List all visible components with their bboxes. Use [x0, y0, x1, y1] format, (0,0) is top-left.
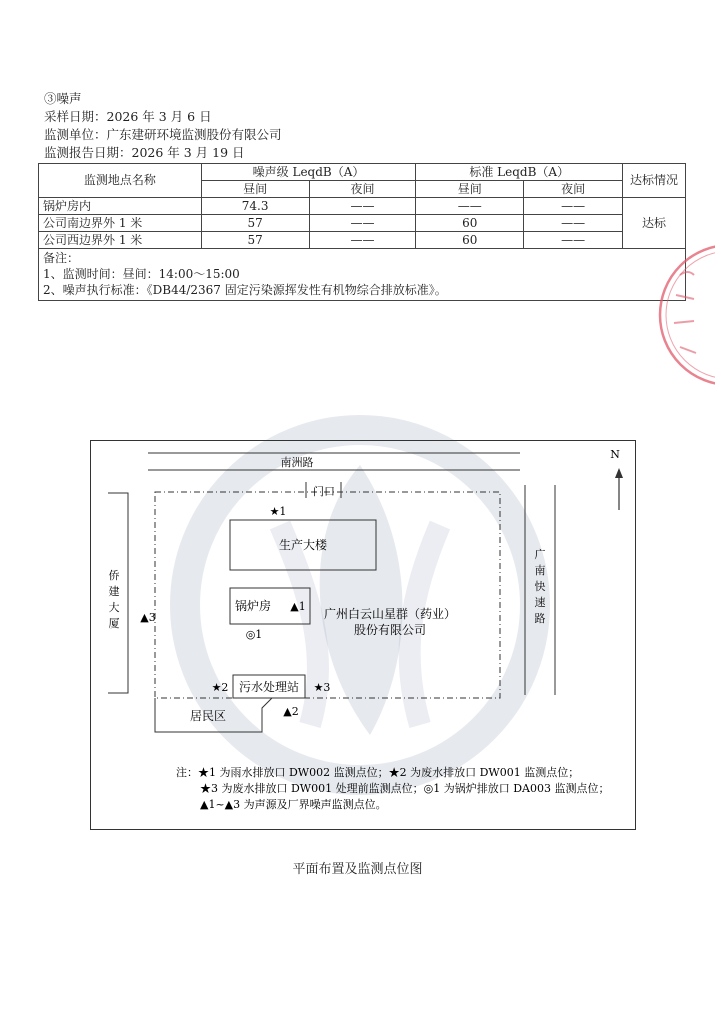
north-arrowhead-icon: [615, 468, 623, 478]
site-plan-diagram: [90, 440, 636, 830]
road-east-char: 南: [534, 564, 546, 577]
header-location: 监测地点名称: [39, 164, 202, 198]
row-std-day: ——: [416, 198, 524, 215]
road-east-char: 路: [534, 612, 546, 625]
north-label: N: [610, 448, 620, 461]
road-east-char: 速: [534, 596, 546, 609]
header-night: 夜间: [309, 181, 416, 198]
marker-star3: ★3: [313, 681, 331, 694]
row-std-night: ——: [524, 215, 623, 232]
west-building-char: 建: [108, 585, 120, 598]
header-day: 昼间: [201, 181, 309, 198]
road-east-char: 广: [534, 548, 546, 561]
table-row: [39, 198, 686, 215]
monitor-unit: 监测单位：广东建研环境监测股份有限公司: [44, 127, 282, 142]
production-label: 生产大楼: [278, 538, 328, 552]
sampling-date: 采样日期：2026 年 3 月 6 日: [44, 109, 212, 124]
header-noise: 噪声级 LeqdB（A）: [201, 164, 416, 181]
company-name-1: 广州白云山星群（药业）: [323, 607, 457, 621]
header-standard: 标准 LeqdB（A）: [416, 164, 623, 181]
row-std-night: ——: [524, 198, 623, 215]
row-day: 57: [201, 215, 309, 232]
row-night: ——: [309, 215, 416, 232]
row-location: 公司西边界外 1 米: [39, 232, 202, 249]
row-day: 74.3: [201, 198, 309, 215]
note-1: 1、监测时间：昼间：14:00～15:00: [43, 267, 240, 281]
marker-star1: ★1: [269, 505, 287, 518]
row-location: 锅炉房内: [39, 198, 202, 215]
legend-line-1: 注：★1 为雨水排放口 DW002 监测点位；★2 为废水排放口 DW001 监测点位；: [176, 766, 580, 779]
row-std-day: 60: [416, 232, 524, 249]
sewage-label: 污水处理站: [238, 680, 300, 694]
road-north-label: 南洲路: [280, 456, 314, 469]
row-night: ——: [309, 232, 416, 249]
header-std-night: 夜间: [524, 181, 623, 198]
row-std-day: 60: [416, 215, 524, 232]
notes-cell: [39, 249, 686, 301]
plant-boundary: [155, 492, 500, 698]
west-building-char: 侨: [108, 569, 120, 582]
west-building-char: 厦: [108, 617, 120, 630]
west-building-char: 大: [108, 601, 120, 614]
legend-line-2: ★3 为废水排放口 DW001 处理前监测点位；◎1 为锅炉排放口 DA003 监测点位；: [200, 782, 610, 795]
noise-table: [38, 163, 686, 301]
table-row: [39, 232, 686, 249]
company-stamp: [650, 235, 715, 395]
note-2: 2、噪声执行标准：《DB44/2367 固定污染源挥发性有机物综合排放标准》。: [43, 283, 447, 297]
status-cell: 达标: [623, 198, 686, 249]
marker-star2: ★2: [211, 681, 229, 694]
company-name-2: 股份有限公司: [353, 623, 427, 637]
legend-line-3: ▲1~▲3 为声源及厂界噪声监测点位。: [200, 798, 387, 811]
marker-tri1: ▲1: [290, 600, 306, 613]
marker-circle1: ◎1: [245, 628, 263, 641]
gate-label: 门口: [313, 485, 335, 498]
figure-caption: 平面布置及监测点位图: [292, 862, 423, 877]
marker-tri2: ▲2: [283, 705, 299, 718]
residential-label: 居民区: [189, 709, 227, 723]
section-title: ③噪声: [44, 91, 82, 106]
report-date: 监测报告日期：2026 年 3 月 19 日: [44, 145, 245, 160]
marker-tri3: ▲3: [140, 611, 156, 624]
header-status: 达标情况: [623, 164, 686, 198]
table-row: [39, 215, 686, 232]
road-east-char: 快: [534, 580, 546, 593]
notes-title: 备注：: [43, 251, 80, 265]
boiler-label: 锅炉房: [234, 599, 272, 613]
row-std-night: ——: [524, 232, 623, 249]
header-std-day: 昼间: [416, 181, 524, 198]
row-location: 公司南边界外 1 米: [39, 215, 202, 232]
row-night: ——: [309, 198, 416, 215]
row-day: 57: [201, 232, 309, 249]
